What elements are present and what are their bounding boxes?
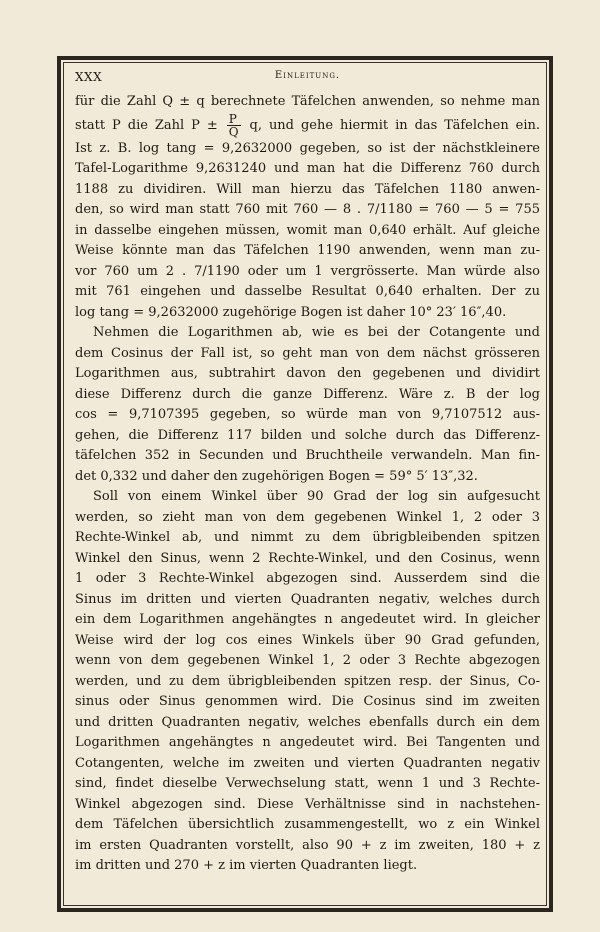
text-line-with-fraction [75, 113, 540, 139]
text-line: den, so wird man statt 760 mit 760 — 8 . 7/1180 = 760 — 5 = 755 [75, 202, 540, 217]
text-line: Ist z. B. log tang = 9,2632000 gegeben, so ist der nächstkleinere [75, 140, 540, 156]
text-line: im ersten Quadranten vorstellt, also 90 + z im zweiten, 180 + z [75, 837, 540, 853]
text-line: Nehmen die Logarithmen ab, wie es bei der Cotangente und [93, 325, 540, 340]
running-title: Einleitung. [274, 70, 341, 81]
fraction-denominator: Q [228, 124, 239, 139]
fraction-p-over-q [227, 113, 241, 138]
text-line: diese Differenz durch die ganze Differenz. Wäre z. B der log [75, 386, 540, 402]
text-line: Soll von einem Winkel über 90 Grad der log sin aufgesucht [93, 489, 540, 504]
text-line: Tafel-Logarithme 9,2631240 und man hat die Differenz 760 durch [75, 161, 540, 176]
text-line: dem Cosinus der Fall ist, so geht man von dem nächst grösseren [75, 345, 540, 361]
paragraph-1 [75, 92, 540, 323]
text-line: 1188 zu dividiren. Will man hierzu das Täfelchen 1180 anwen- [75, 181, 540, 197]
text-line: dem Täfelchen übersichtlich zusammengestellt, wo z ein Winkel [75, 817, 540, 832]
text-line: Weise wird der log cos eines Winkels über 90 Grad gefunden, [75, 632, 540, 648]
text-line: det 0,332 und daher den zugehörigen Bogen = 59° 5′ 13″,32. [75, 468, 478, 484]
text-line: Sinus im dritten und vierten Quadranten negativ, welches durch [75, 591, 540, 607]
text-line: cos = 9,7107395 gegeben, so würde man von 9,7107512 aus- [75, 407, 540, 422]
text-fragment: q, und gehe hiermit in das Täfelchen ein. [249, 117, 541, 133]
text-line: gehen, die Differenz 117 bilden und solche durch das Differenz- [75, 427, 540, 443]
fraction-numerator: P [227, 113, 241, 126]
text-line: in dasselbe eingehen müssen, womit man 0,640 erhält. Auf gleiche [75, 222, 540, 238]
paragraph-3 [75, 487, 540, 877]
text-line: Winkel abgezogen sind. Diese Verhältnisse sind in nachstehen- [75, 796, 540, 812]
text-line: wenn von dem gegebenen Winkel 1, 2 oder 3 Rechte abgezogen [75, 653, 540, 668]
text-line: mit 761 eingehen und dasselbe Resultat 0,640 erhalten. Der zu [75, 284, 540, 299]
text-line: 1 oder 3 Rechte-Winkel abgezogen sind. Ausserdem sind die [75, 571, 540, 586]
text-line: Weise könnte man das Täfelchen 1190 anwenden, wenn man zu- [75, 243, 540, 258]
text-line: sinus oder Sinus genommen wird. Die Cosinus sind im zweiten [75, 694, 540, 709]
text-fragment: statt P die Zahl P ± [75, 117, 218, 133]
text-line: täfelchen 352 in Secunden und Bruchtheile verwandeln. Man fin- [75, 448, 540, 463]
text-line: für die Zahl Q ± q berechnete Täfelchen anwenden, so nehme man [75, 94, 540, 109]
text-line: Winkel den Sinus, wenn 2 Rechte-Winkel, und den Cosinus, wenn [75, 550, 540, 566]
text-line: sind, findet dieselbe Verwechselung statt, wenn 1 und 3 Rechte- [75, 776, 540, 791]
running-header [75, 70, 540, 88]
text-line: Logarithmen angehängtes n angedeutet wird. Bei Tangenten und [75, 735, 540, 750]
page-number: XXX [75, 70, 103, 84]
text-line: Rechte-Winkel ab, und nimmt zu dem übrigbleibenden spitzen [75, 530, 540, 545]
text-line: werden, und zu dem übrigbleibenden spitzen resp. der Sinus, Co- [75, 673, 540, 689]
text-line: vor 760 um 2 . 7/1190 oder um 1 vergrösserte. Man würde also [75, 263, 540, 279]
text-line: im dritten und 270 + z im vierten Quadranten liegt. [75, 858, 418, 873]
text-line: ein dem Logarithmen angehängtes n angedeutet wird. In gleicher [75, 612, 540, 627]
paragraph-2 [75, 323, 540, 487]
body-text [75, 92, 540, 877]
text-line: log tang = 9,2632000 zugehörige Bogen ist daher 10° 23′ 16″,40. [75, 304, 507, 320]
text-line: Logarithmen aus, subtrahirt davon den gegebenen und dividirt [75, 366, 540, 381]
text-line: Cotangenten, welche im zweiten und vierten Quadranten negativ [75, 755, 540, 771]
text-line: und dritten Quadranten negativ, welches ebenfalls durch ein dem [75, 714, 540, 730]
text-line: werden, so zieht man von dem gegebenen Winkel 1, 2 oder 3 [75, 509, 540, 525]
